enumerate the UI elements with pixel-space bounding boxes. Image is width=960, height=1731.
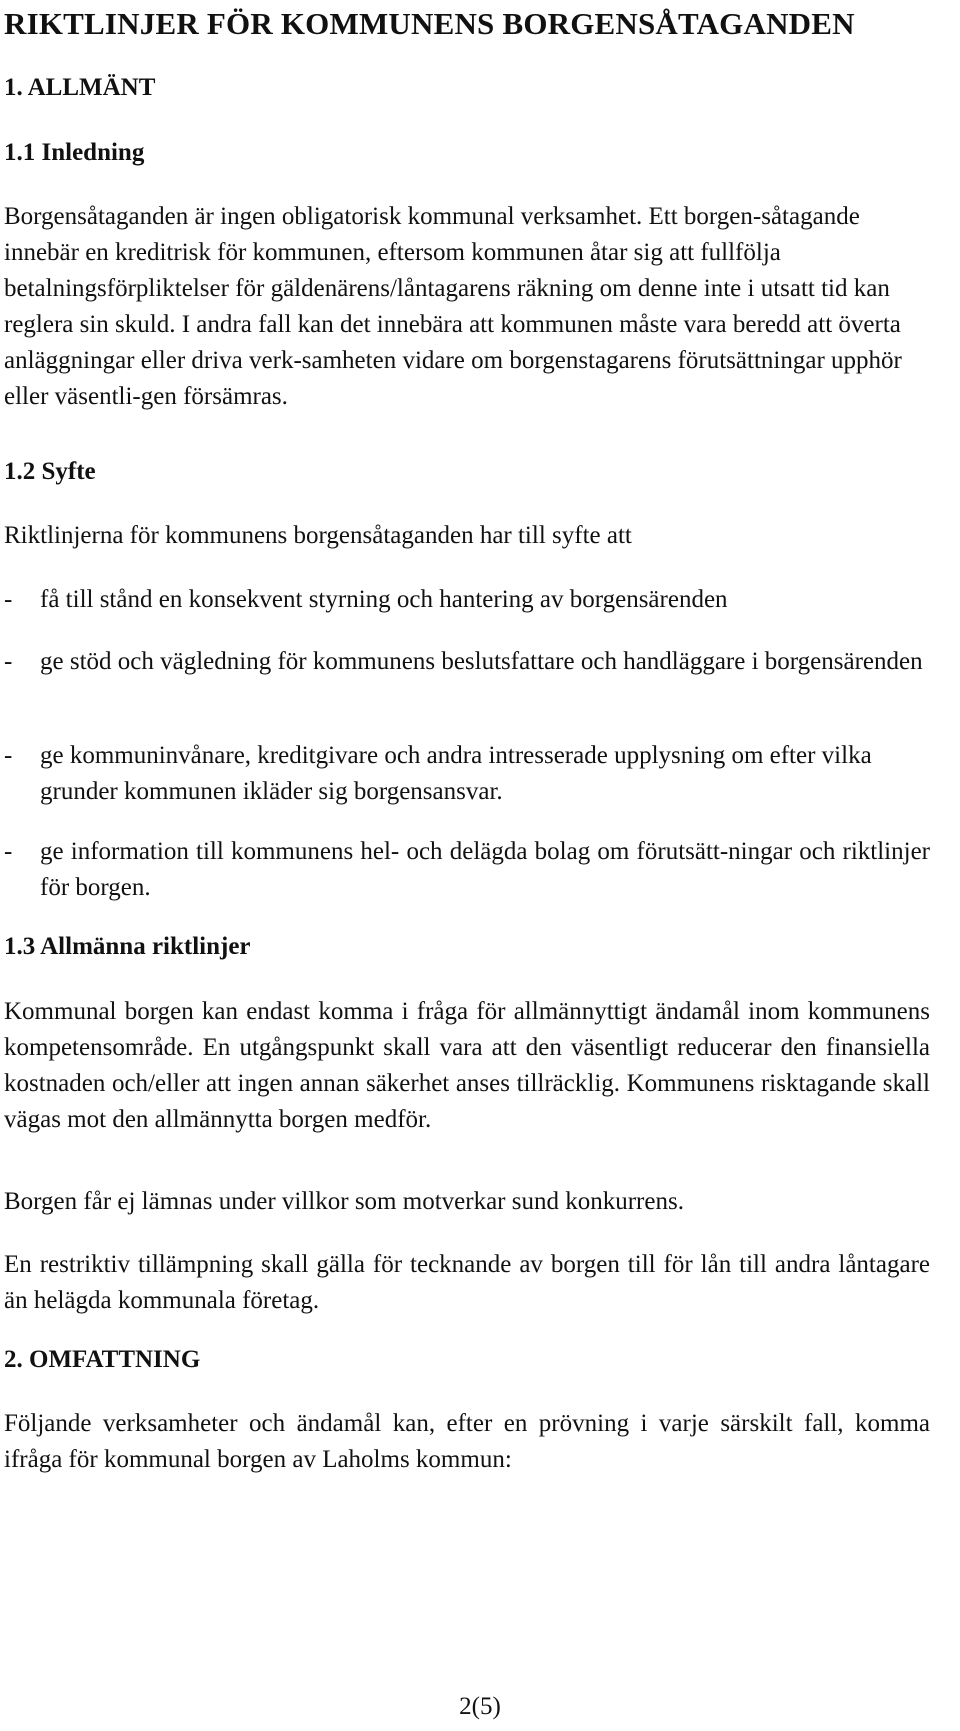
allmanna-riktlinjer-paragraph: Kommunal borgen kan endast komma i fråga för allmännyttigt ändamål inom kommunens kompetensområde. En utgångspunkt skall vara att den väsentligt reducerar den finansiella kostnaden och/eller att ingen annan säkerhet anses tillräcklig. Kommunens risktagande skall vägas mot den allmännytta borgen medför. (4, 998, 930, 1133)
allmanna-riktlinjer-paragraph: En restriktiv tillämpning skall gälla för tecknande av borgen till för lån till andra låntagare än helägda kommunala företag. (4, 1251, 930, 1314)
bullet-text: få till stånd en konsekvent styrning och hantering av borgensärenden (40, 586, 728, 613)
bullet-dash: - (4, 838, 13, 865)
section-heading-omfattning: 2. OMFATTNING (4, 1346, 201, 1373)
subsection-heading-syfte: 1.2 Syfte (4, 458, 96, 485)
bullet-dash: - (4, 648, 13, 675)
bullet-dash: - (4, 742, 13, 769)
bullet-dash: - (4, 586, 13, 613)
subsection-heading-inledning: 1.1 Inledning (4, 139, 145, 166)
bullet-text: ge information till kommunens hel- och delägda bolag om förutsätt-ningar och riktlinjer för borgen. (40, 838, 930, 901)
document-title: RIKTLINJER FÖR KOMMUNENS BORGENSÅTAGANDEN (4, 6, 855, 41)
section-heading-allmant: 1. ALLMÄNT (4, 74, 156, 101)
inledning-paragraph: Borgensåtaganden är ingen obligatorisk kommunal verksamhet. Ett borgen-såtagande innebär en kreditrisk för kommunen, eftersom kommunen åtar sig att fullfölja betalningsförpliktelser för gäldenärens/låntagarens räkning om denne inte i utsatt tid kan reglera sin skuld. I andra fall kan det innebära att kommunen måste vara beredd att överta anläggningar eller driva verk-samheten vidare om borgenstagarens förutsättningar upphör eller väsentli-gen försämras. (4, 203, 902, 410)
syfte-bullet (4, 834, 930, 906)
page-number: 2(5) (459, 1693, 501, 1720)
syfte-bullet (4, 582, 930, 618)
syfte-bullet (4, 644, 930, 680)
syfte-bullet (4, 738, 930, 810)
omfattning-paragraph: Följande verksamheter och ändamål kan, efter en prövning i varje särskilt fall, komma ifråga för kommunal borgen av Laholms kommun: (4, 1410, 930, 1473)
subsection-heading-allmanna-riktlinjer: 1.3 Allmänna riktlinjer (4, 933, 251, 960)
bullet-text: ge kommuninvånare, kreditgivare och andra intresserade upplysning om efter vilka grunder kommunen ikläder sig borgensansvar. (40, 742, 872, 805)
allmanna-riktlinjer-paragraph: Borgen får ej lämnas under villkor som motverkar sund konkurrens. (4, 1188, 684, 1215)
syfte-intro: Riktlinjerna för kommunens borgensåtaganden har till syfte att (4, 522, 632, 549)
bullet-text: ge stöd och vägledning för kommunens beslutsfattare och handläggare i borgensärenden (40, 648, 923, 675)
document-page (4, 0, 956, 1731)
